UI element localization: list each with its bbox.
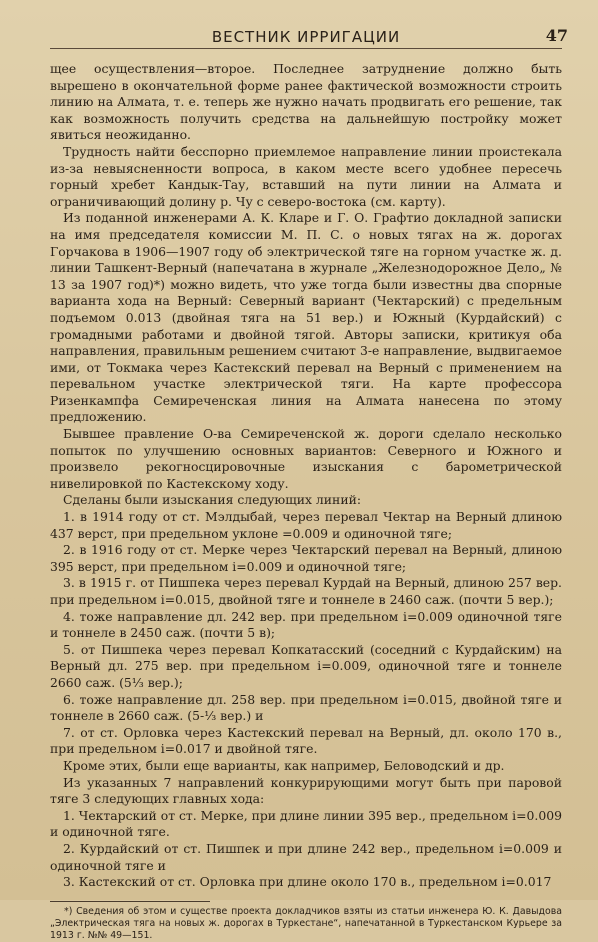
article-paragraph: Из указанных 7 направлений конкурирующими могут быть при паровой тяге 3 следующих главных хода: — [50, 774, 562, 807]
article-paragraph: 3. Кастекский от ст. Орловка при длине около 170 в., предельном i=0.017 — [63, 874, 552, 890]
article-paragraph: Сделаны были изыскания следующих линий: — [63, 492, 362, 508]
article-paragraph: Бывшее правление О-ва Семиреченской ж. дороги сделало несколько попыток по улучшению основных вариантов: Северного и Южного и произвело рекогносцировочные изыскания с барометрической нивелировкой по Кастекскому ходу. — [50, 426, 562, 491]
article-paragraph: 4. тоже направление дл. 242 вер. при предельном i=0.009 одиночной тяге и тоннеле в 2450 саж. (почти 5 в); — [50, 608, 562, 641]
footnote-divider — [50, 901, 210, 902]
article-paragraph: щее осуществления—второе. Последнее затруднение должно быть вырешено в окончательной форме ранее фактической возможности строить линию на Алмата, т. е. теперь же нужно начать продвигать его решение, так как возможность получить средства на дальнейшую постройку может явиться неожиданно. — [50, 61, 562, 143]
page-number: 47 — [545, 26, 568, 45]
article-paragraph: 1. в 1914 году от ст. Мэлдыбай, через перевал Чектар на Верный длиною 437 верст, при предельном уклоне =0.009 и одиночной тяге; — [50, 509, 562, 541]
article-paragraph: Трудность найти бесспорно приемлемое направление линии проистекала из-за невыясненности вопроса, в каком месте всего удобнее пересечь горный хребет Кандык-Тау, вставший на пути линии на Алмата и ограничивающий долину р. Чу с северо-востока (см. карту). — [50, 143, 562, 209]
article-body — [50, 61, 562, 891]
article-paragraph: 2. Курдайский от ст. Пишпек и при длине 242 вер., предельном i=0.009 и одиночной тяге и — [50, 840, 562, 873]
article-paragraph: 2. в 1916 году от ст. Мерке через Чектарский перевал на Верный, длиною 395 верст, при предельном i=0.009 и одиночной тяге; — [50, 542, 562, 574]
footnote: *) Сведения об этом и существе проекта докладчиков взяты из статьи инженера Ю. К. Давыдова „Электрическая тяга на новых ж. дорогах в Туркестане“, напечатанной в Туркестанском Курьере за 1913 г. №№ 49—151. — [50, 905, 562, 942]
article-paragraph: 1. Чектарский от ст. Мерке, при длине линии 395 вер., предельном i=0.009 и одиночной тяге. — [50, 807, 562, 840]
article-paragraph: 6. тоже направление дл. 258 вер. при предельном i=0.015, двойной тяге и тоннеле в 2660 саж. (5-⅓ вер.) и — [50, 691, 562, 724]
article-paragraph: 7. от ст. Орловка через Кастекский перевал на Верный, дл. около 170 в., при предельном i=0.017 и двойной тяге. — [50, 724, 562, 757]
journal-title: ВЕСТНИК ИРРИГАЦИИ — [211, 28, 401, 46]
article-paragraph: 5. от Пишпека через перевал Копкатасский (соседний с Курдайским) на Верный дл. 275 вер. при предельном i=0.009, одиночной тяге и тоннеле 2660 саж. (5⅓ вер.); — [50, 641, 562, 690]
running-header — [50, 14, 568, 49]
article-paragraph: 3. в 1915 г. от Пишпека через перевал Курдай на Верный, длиною 257 вер. при предельном i=0.015, двойной тяге и тоннеле в 2460 саж. (почти 5 вер.); — [50, 575, 562, 607]
article-paragraph: Кроме этих, были еще варианты, как например, Беловодский и др. — [63, 757, 505, 773]
article-paragraph: Из поданной инженерами А. К. Кларе и Г. О. Графтио докладной записки на имя председателя комиссии М. П. С. о новых тягах на ж. дорогах Горчакова в 1906—1907 году об электрической тяге на горном участке ж. д. линии Ташкент-Верный (напечатана в журнале „Железнодорожное Дело„ № 13 за 1907 год)*) можно видеть, что уже тогда были известны два спорные варианта хода на Верный: Северный вариант (Чектарский) с предельным подъемом 0.013 (двойная тяга на 51 вер.) и Южный (Курдайский) с громадными работами и двойной тягой. Авторы записки, критикуя оба направления, правильным решением считают 3-е направление, выдвигаемое ими, от Токмака через Кастекский перевал на Верный с применением на перевальном участке электрической тяги. На карте профессора Ризенкампфа Семиреченская линия на Алмата нанесена по этому предложению. — [50, 210, 562, 425]
